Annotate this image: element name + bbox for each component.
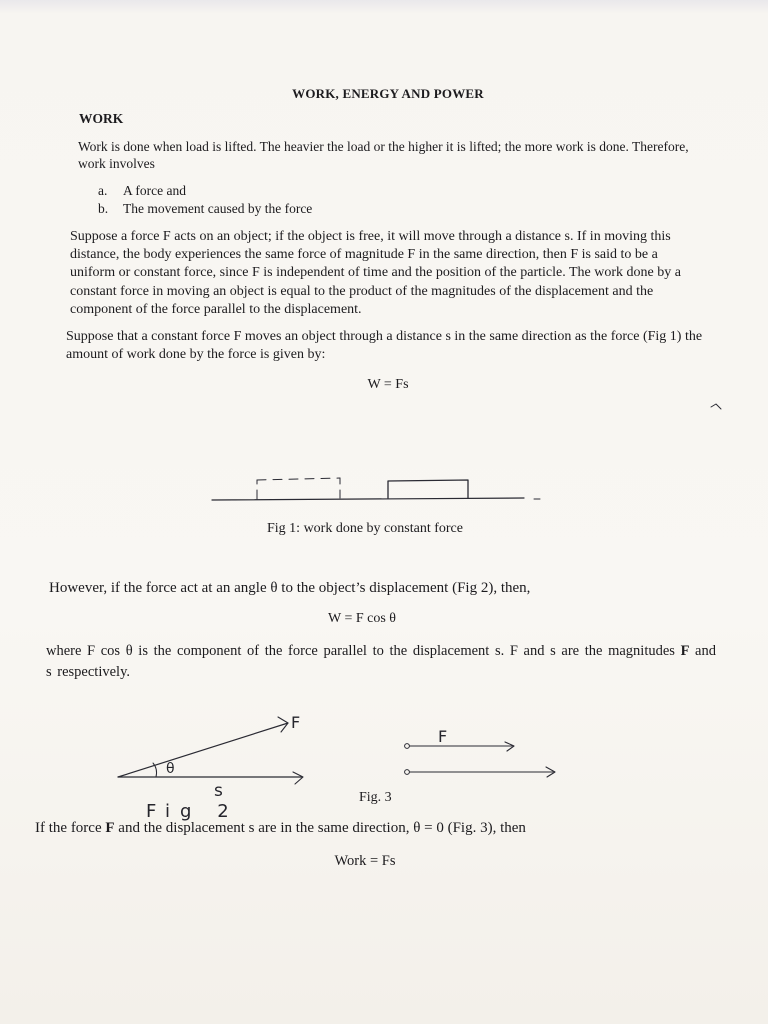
fig3-caption: Fig. 3 <box>359 790 392 805</box>
equation-w-fcos: W = F cos θ <box>327 611 396 626</box>
same-direction-bold-f: F <box>105 820 115 836</box>
figure-3-diagram <box>405 727 555 777</box>
component-paragraph <box>46 641 716 683</box>
fig2-angle-label: θ <box>166 761 175 777</box>
figure-2-diagram <box>118 713 303 822</box>
stray-mark <box>711 404 721 409</box>
same-direction-text-a: If the force <box>35 820 106 836</box>
fig1-caption: Fig 1: work done by constant force <box>267 521 463 536</box>
component-text-bold-f: F <box>680 643 690 659</box>
fig2-force-label: F <box>291 713 301 732</box>
fig3-force-label: F <box>438 727 448 746</box>
fig1-intro-paragraph: Suppose that a constant force F moves an object through a distance s in the same direction as the force (Fig 1) the amount of work done by the force is given by: <box>66 329 703 362</box>
list-marker: b. <box>98 201 109 216</box>
same-direction-paragraph <box>35 820 526 837</box>
figure-1-diagram <box>212 478 540 500</box>
equation-w-fs: W = Fs <box>367 377 409 392</box>
fig2-displacement-label: s <box>214 781 223 801</box>
component-text-c: and s respectively. <box>46 643 716 680</box>
same-direction-text-c: and the displacement s are in the same direction, θ = 0 (Fig. 3), then <box>114 820 526 836</box>
section-heading-work: WORK <box>79 111 124 126</box>
document-title: WORK, ENERGY AND POWER <box>292 86 484 101</box>
fig2-caption: Fig 2 <box>146 801 239 822</box>
angle-force-paragraph: However, if the force act at an angle θ to the object’s displacement (Fig 2), then, <box>49 580 531 596</box>
list-item-text: The movement caused by the force <box>123 201 313 216</box>
list-item-text: A force and <box>123 183 186 198</box>
component-text-a: where F cos θ is the component of the force parallel to the displacement s. F and s are the magnitudes <box>46 643 681 659</box>
equation-work-fs: Work = Fs <box>334 853 396 869</box>
intro-paragraph: Work is done when load is lifted. The heavier the load or the higher it is lifted; the more work is done. Therefore, work involves <box>78 139 689 171</box>
constant-force-paragraph: Suppose a force F acts on an object; if the object is free, it will move through a distance s. If in moving this distance, the body experiences the same force of magnitude F in the same direction, then F is said to be a uniform or constant force, since F is independent of time and the position of the particle. The work done by a constant force in moving an object is equal to the product of the magnitudes of the displacement and the component of the force parallel to the displacement. <box>70 229 681 317</box>
list-marker: a. <box>98 183 108 198</box>
